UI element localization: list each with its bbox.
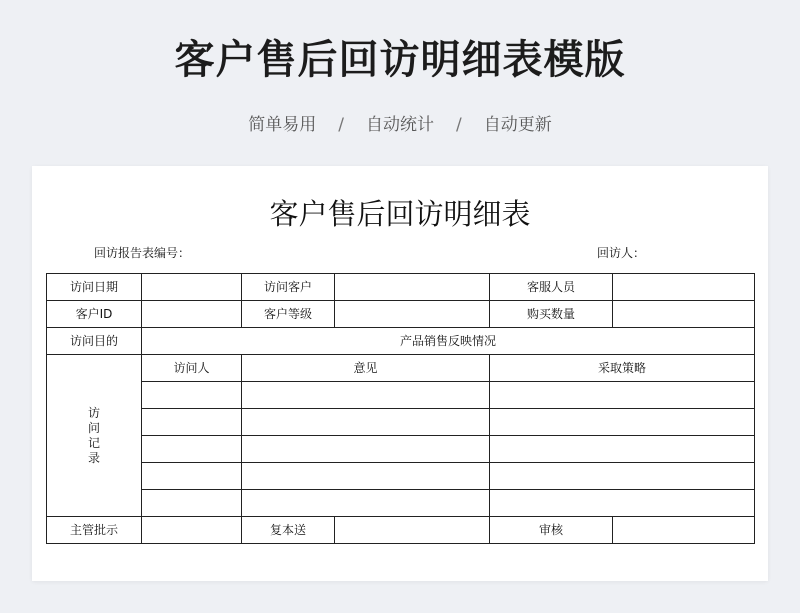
tag-easy-to-use: 简单易用: [248, 115, 317, 135]
record-visitor-cell[interactable]: [142, 436, 242, 463]
copy-to-cell[interactable]: [335, 517, 490, 544]
record-strategy-header: 采取策略: [490, 355, 755, 382]
customer-id-label: 客户ID: [47, 301, 142, 328]
table-row: [47, 409, 755, 436]
tag-separator: /: [338, 115, 344, 135]
record-visitor-cell[interactable]: [142, 490, 242, 517]
supervisor-approval-cell[interactable]: [142, 517, 242, 544]
tagline: [0, 112, 800, 138]
record-opinion-cell[interactable]: [242, 490, 490, 517]
visited-customer-cell[interactable]: [335, 274, 490, 301]
record-opinion-cell[interactable]: [242, 463, 490, 490]
report-number-label: 回访报告表编号：: [94, 246, 191, 260]
visit-date-label: 访问日期: [47, 274, 142, 301]
visit-records-label-text: 访问记录: [87, 405, 100, 465]
table-row: [47, 328, 755, 355]
document-title: 客户售后回访明细表: [269, 197, 531, 231]
visit-records-label: [47, 355, 142, 517]
table-row: [47, 490, 755, 517]
record-strategy-cell[interactable]: [490, 490, 755, 517]
review-label: 审核: [490, 517, 613, 544]
record-strategy-cell[interactable]: [490, 409, 755, 436]
record-visitor-cell[interactable]: [142, 382, 242, 409]
visit-purpose-value: 产品销售反映情况: [142, 328, 755, 355]
table-row: [47, 274, 755, 301]
record-visitor-cell[interactable]: [142, 409, 242, 436]
service-staff-label: 客服人员: [490, 274, 613, 301]
visited-customer-label: 访问客户: [242, 274, 335, 301]
supervisor-approval-label: 主管批示: [47, 517, 142, 544]
copy-to-label: 复本送: [242, 517, 335, 544]
table-row: [47, 355, 755, 382]
tag-auto-statistics: 自动统计: [366, 115, 434, 135]
table-row: [47, 301, 755, 328]
record-opinion-cell[interactable]: [242, 382, 490, 409]
record-strategy-cell[interactable]: [490, 463, 755, 490]
table-row: [47, 463, 755, 490]
record-opinion-cell[interactable]: [242, 436, 490, 463]
visitor-label: 回访人：: [597, 246, 646, 260]
form-sheet: [32, 166, 768, 581]
service-staff-cell[interactable]: [613, 274, 755, 301]
purchase-quantity-cell[interactable]: [613, 301, 755, 328]
record-opinion-header: 意见: [242, 355, 490, 382]
customer-level-label: 客户等级: [242, 301, 335, 328]
table-row: [47, 436, 755, 463]
customer-level-cell[interactable]: [335, 301, 490, 328]
table-row: [47, 382, 755, 409]
visit-purpose-label: 访问目的: [47, 328, 142, 355]
record-visitor-header: 访问人: [142, 355, 242, 382]
record-visitor-cell[interactable]: [142, 463, 242, 490]
banner-title: 客户售后回访明细表模版: [174, 37, 626, 83]
customer-id-cell[interactable]: [142, 301, 242, 328]
record-opinion-cell[interactable]: [242, 409, 490, 436]
purchase-quantity-label: 购买数量: [490, 301, 613, 328]
table-row: [47, 517, 755, 544]
record-strategy-cell[interactable]: [490, 382, 755, 409]
visit-form-table: [46, 273, 755, 544]
visit-date-cell[interactable]: [142, 274, 242, 301]
record-strategy-cell[interactable]: [490, 436, 755, 463]
tag-auto-update: 自动更新: [483, 115, 552, 135]
tag-separator: /: [456, 115, 462, 135]
review-cell[interactable]: [613, 517, 755, 544]
